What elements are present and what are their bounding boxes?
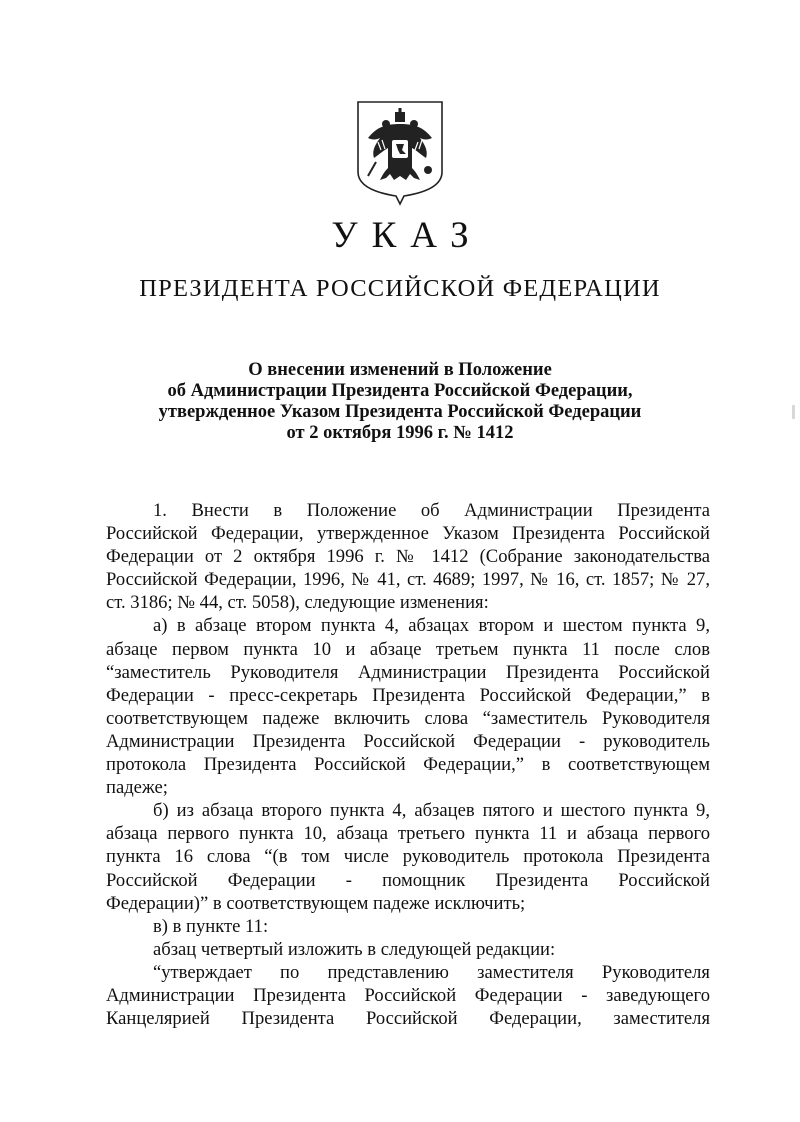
body-line: соответствующем падеже включить слова “заместитель Руководителя: [106, 707, 710, 729]
body-line: “заместитель Руководителя Администрации Президента Российской: [106, 661, 710, 683]
body-line: Российской Федерации - помощник Президента Российской: [106, 869, 710, 891]
body-line: Администрации Президента Российской Федерации - руководитель: [106, 730, 710, 752]
heading-line: О внесении изменений в Положение: [248, 360, 552, 380]
body-line: Федерации от 2 октября 1996 г. № 1412 (Собрание законодательства: [106, 546, 710, 568]
document-subtitle: ПРЕЗИДЕНТА РОССИЙСКОЙ ФЕДЕРАЦИИ: [139, 275, 661, 302]
heading-line: утвержденное Указом Президента Российской Федерации: [158, 402, 642, 422]
decree-heading: [0, 360, 800, 444]
body-line: абзац четвертый изложить в следующей редакции:: [153, 938, 556, 960]
body-line: Федерации)” в соответствующем падеже исключить;: [106, 892, 526, 914]
body-line: протокола Президента Российской Федерации,” в соответствующем: [106, 754, 710, 776]
body-line: Канцелярией Президента Российской Федерации, заместителя: [106, 1008, 710, 1030]
body-line: в) в пункте 11:: [153, 915, 269, 937]
body-line: абзаца первого пункта 10, абзаца третьего пункта 11 и абзаца первого: [106, 823, 710, 845]
decree-body: [106, 499, 710, 1030]
body-line: абзаце первом пункта 10 и абзаце третьем пункта 11 после слов: [106, 638, 710, 660]
document-title: УКАЗ: [331, 215, 483, 256]
body-line: падеже;: [106, 777, 168, 799]
body-line: “утверждает по представлению заместителя Руководителя: [153, 961, 710, 983]
body-line: Администрации Президента Российской Федерации - заведующего: [106, 984, 710, 1006]
body-line: б) из абзаца второго пункта 4, абзацев пятого и шестого пункта 9,: [153, 800, 710, 822]
body-line: Российской Федерации, утвержденное Указом Президента Российской: [106, 523, 710, 545]
coat-of-arms-icon: [354, 98, 446, 206]
body-line: Федерации - пресс-секретарь Президента Российской Федерации,” в: [106, 684, 710, 706]
scan-artifact: [792, 405, 795, 419]
body-line: 1. Внести в Положение об Администрации Президента: [153, 500, 710, 521]
body-line: пункта 16 слова “(в том числе руководитель протокола Президента: [106, 846, 710, 868]
heading-line: об Администрации Президента Российской Федерации,: [167, 381, 633, 401]
body-line: Российской Федерации, 1996, № 41, ст. 4689; 1997, № 16, ст. 1857; № 27,: [106, 569, 710, 591]
heading-line: от 2 октября 1996 г. № 1412: [286, 423, 514, 443]
body-line: а) в абзаце втором пункта 4, абзацах втором и шестом пункта 9,: [153, 615, 710, 637]
body-line: ст. 3186; № 44, ст. 5058), следующие изменения:: [106, 592, 489, 614]
